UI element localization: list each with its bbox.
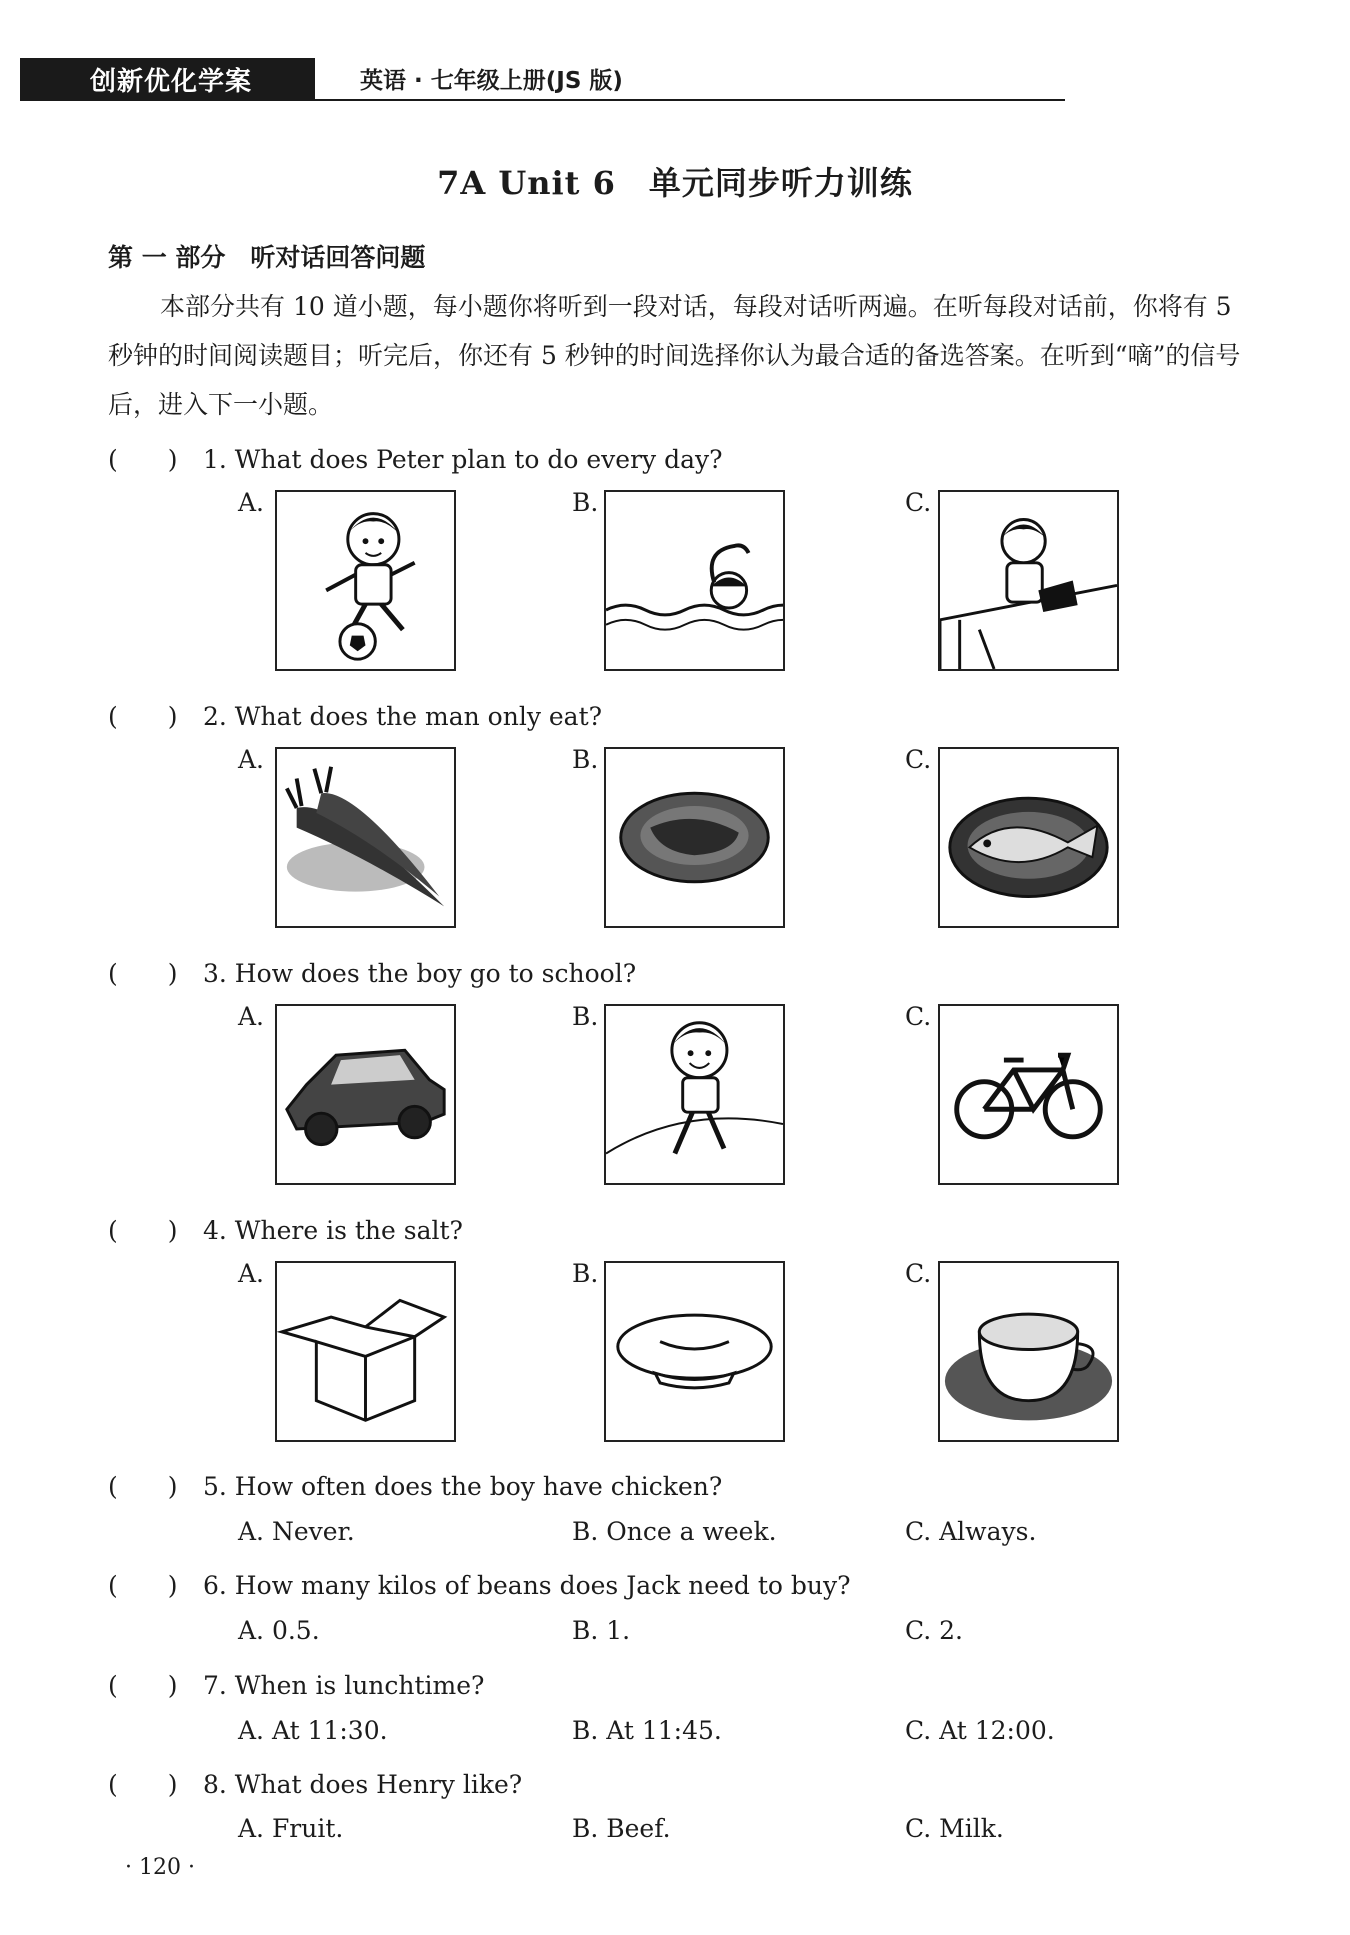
boy-walking-icon[interactable] bbox=[604, 1004, 785, 1185]
option-label: B. bbox=[572, 1002, 599, 1031]
section-instructions: 本部分共有 10 道小题，每小题你将听到一段对话，每段对话听两遍。在听每段对话前，你将有 5 秒钟的时间阅读题目；听完后，你还有 5 秒钟的时间选择你认为最合适的备选答案。在听到“嘀”的信号后，进入下一小题。 bbox=[108, 292, 1241, 419]
question-6 bbox=[108, 1566, 851, 1602]
question-text: 6. How many kilos of beans does Jack need to buy? bbox=[203, 1571, 851, 1600]
question-text: 2. What does the man only eat? bbox=[203, 702, 603, 731]
box-icon[interactable] bbox=[275, 1261, 456, 1442]
book-title: 英语 · 七年级上册(JS 版) bbox=[360, 68, 623, 94]
question-3 bbox=[108, 954, 636, 990]
answer-blank[interactable]: ( ) bbox=[108, 1671, 178, 1700]
answer-blank[interactable]: ( ) bbox=[108, 1571, 178, 1600]
option-label: C. bbox=[905, 745, 932, 774]
plate-icon[interactable] bbox=[604, 1261, 785, 1442]
boy-football-icon[interactable] bbox=[275, 490, 456, 671]
question-text: 5. How often does the boy have chicken? bbox=[203, 1472, 723, 1501]
answer-blank[interactable]: ( ) bbox=[108, 702, 178, 731]
option-c[interactable]: C. Always. bbox=[905, 1517, 1037, 1546]
boy-swimming-icon[interactable] bbox=[604, 490, 785, 671]
option-label: B. bbox=[572, 488, 599, 517]
question-2 bbox=[108, 697, 602, 733]
question-4 bbox=[108, 1211, 463, 1247]
option-label: B. bbox=[572, 1259, 599, 1288]
option-label: A. bbox=[238, 488, 265, 517]
carrots-icon[interactable] bbox=[275, 747, 456, 928]
option-c[interactable]: C. Milk. bbox=[905, 1814, 1004, 1843]
beef-plate-icon[interactable] bbox=[604, 747, 785, 928]
question-text: 3. How does the boy go to school? bbox=[203, 959, 637, 988]
answer-blank[interactable]: ( ) bbox=[108, 1770, 178, 1799]
option-b[interactable]: B. 1. bbox=[572, 1616, 631, 1645]
option-label: A. bbox=[238, 1259, 265, 1288]
option-b[interactable]: B. Beef. bbox=[572, 1814, 671, 1843]
option-label: C. bbox=[905, 1002, 932, 1031]
question-text: 7. When is lunchtime? bbox=[203, 1671, 485, 1700]
question-text: 1. What does Peter plan to do every day? bbox=[203, 445, 723, 474]
cup-icon[interactable] bbox=[938, 1261, 1119, 1442]
question-1 bbox=[108, 440, 723, 476]
series-banner: 创新优化学案 bbox=[20, 58, 315, 100]
question-5 bbox=[108, 1467, 722, 1503]
boy-reading-icon[interactable] bbox=[938, 490, 1119, 671]
page-title: 7A Unit 6 单元同步听力训练 bbox=[437, 164, 913, 202]
option-label: B. bbox=[572, 745, 599, 774]
option-a[interactable]: A. Never. bbox=[238, 1517, 355, 1546]
page-number: · 120 · bbox=[125, 1855, 195, 1880]
car-icon[interactable] bbox=[275, 1004, 456, 1185]
option-a[interactable]: A. Fruit. bbox=[238, 1814, 344, 1843]
header-divider bbox=[20, 99, 1065, 101]
option-label: C. bbox=[905, 488, 932, 517]
answer-blank[interactable]: ( ) bbox=[108, 445, 178, 474]
answer-blank[interactable]: ( ) bbox=[108, 1216, 178, 1245]
answer-blank[interactable]: ( ) bbox=[108, 1472, 178, 1501]
option-a[interactable]: A. At 11:30. bbox=[238, 1716, 388, 1745]
option-label: A. bbox=[238, 1002, 265, 1031]
option-a[interactable]: A. 0.5. bbox=[238, 1616, 320, 1645]
option-c[interactable]: C. At 12:00. bbox=[905, 1716, 1055, 1745]
question-text: 8. What does Henry like? bbox=[203, 1770, 523, 1799]
option-label: C. bbox=[905, 1259, 932, 1288]
fish-plate-icon[interactable] bbox=[938, 747, 1119, 928]
option-label: A. bbox=[238, 745, 265, 774]
answer-blank[interactable]: ( ) bbox=[108, 959, 178, 988]
question-7 bbox=[108, 1666, 484, 1702]
question-8 bbox=[108, 1765, 522, 1801]
bicycle-icon[interactable] bbox=[938, 1004, 1119, 1185]
section-title: 第 一 部分 听对话回答问题 bbox=[108, 243, 426, 272]
option-b[interactable]: B. Once a week. bbox=[572, 1517, 777, 1546]
option-c[interactable]: C. 2. bbox=[905, 1616, 963, 1645]
question-text: 4. Where is the salt? bbox=[203, 1216, 463, 1245]
option-b[interactable]: B. At 11:45. bbox=[572, 1716, 722, 1745]
